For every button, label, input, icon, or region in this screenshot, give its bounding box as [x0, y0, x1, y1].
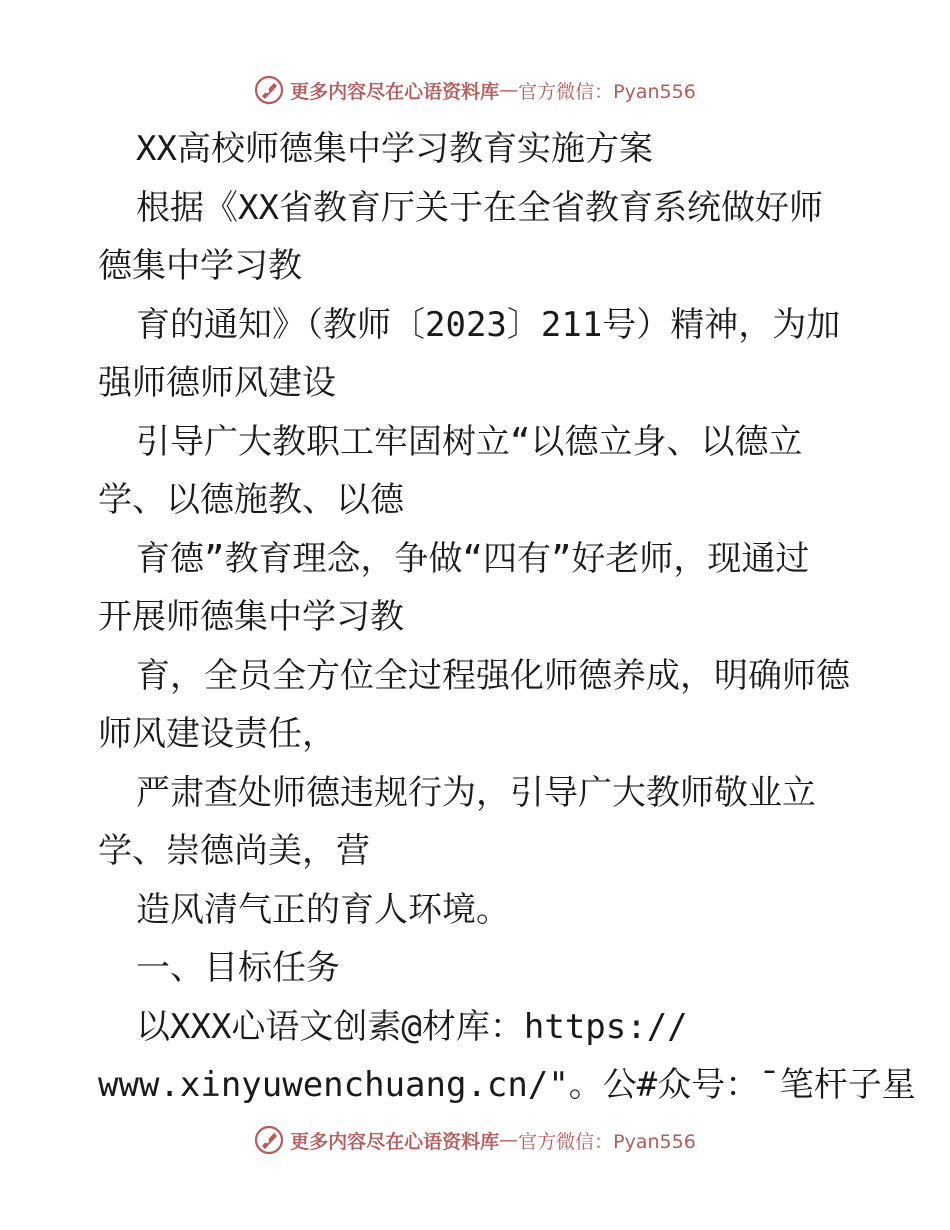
paragraph-line: 育，全员全方位全过程强化师德养成，明确师德 — [136, 655, 850, 696]
footer-banner-text: 更多内容尽在心语资料库 — [290, 1130, 500, 1153]
paragraph-line: 强师德师风建设 — [98, 363, 336, 403]
paragraph-line: 引导广大教职工牢固树立“以德立身、以德立 — [136, 421, 803, 462]
footer-banner-dash: — — [499, 1129, 519, 1151]
footer-banner-contact: 官方微信：Pyan556 — [518, 1130, 696, 1153]
paragraph-line: 育的通知》（教师〔2023〕211号）精神，为加 — [136, 304, 841, 345]
brand-logo-icon — [254, 75, 284, 105]
paragraph-line: 学、崇德尚美，营 — [98, 831, 370, 871]
document-body — [98, 120, 916, 1115]
paragraph-line: 造风清气正的育人环境。 — [136, 889, 510, 930]
document-title: XX高校师德集中学习教育实施方案 — [136, 129, 653, 169]
paragraph-line: 育德”教育理念，争做“四有”好老师，现通过 — [136, 538, 810, 579]
paragraph-line: 以XXX心语文创素@材库：https:// — [136, 1006, 688, 1047]
header-banner-dash: — — [499, 79, 519, 101]
paragraph-line: 严肃查处师德违规行为，引导广大教师敬业立 — [136, 772, 816, 813]
paragraph-line: 根据《XX省教育厅关于在全省教育系统做好师 — [136, 187, 823, 228]
footer-banner — [0, 1118, 950, 1162]
paragraph-line: 师风建设责任， — [98, 714, 336, 754]
header-banner-contact: 官方微信：Pyan556 — [518, 80, 696, 103]
paragraph-line: www.xinyuwenchuang.cn/"。公#众号：¯笔杆子星 — [98, 1065, 916, 1105]
section-heading: 一、目标任务 — [136, 948, 340, 988]
brand-logo-icon — [254, 1125, 284, 1155]
header-banner-text: 更多内容尽在心语资料库 — [290, 80, 500, 103]
paragraph-line: 开展师德集中学习教 — [98, 597, 404, 637]
header-banner — [0, 68, 950, 112]
paragraph-line: 学、以德施教、以德 — [98, 480, 404, 520]
paragraph-line: 德集中学习教 — [98, 246, 302, 286]
